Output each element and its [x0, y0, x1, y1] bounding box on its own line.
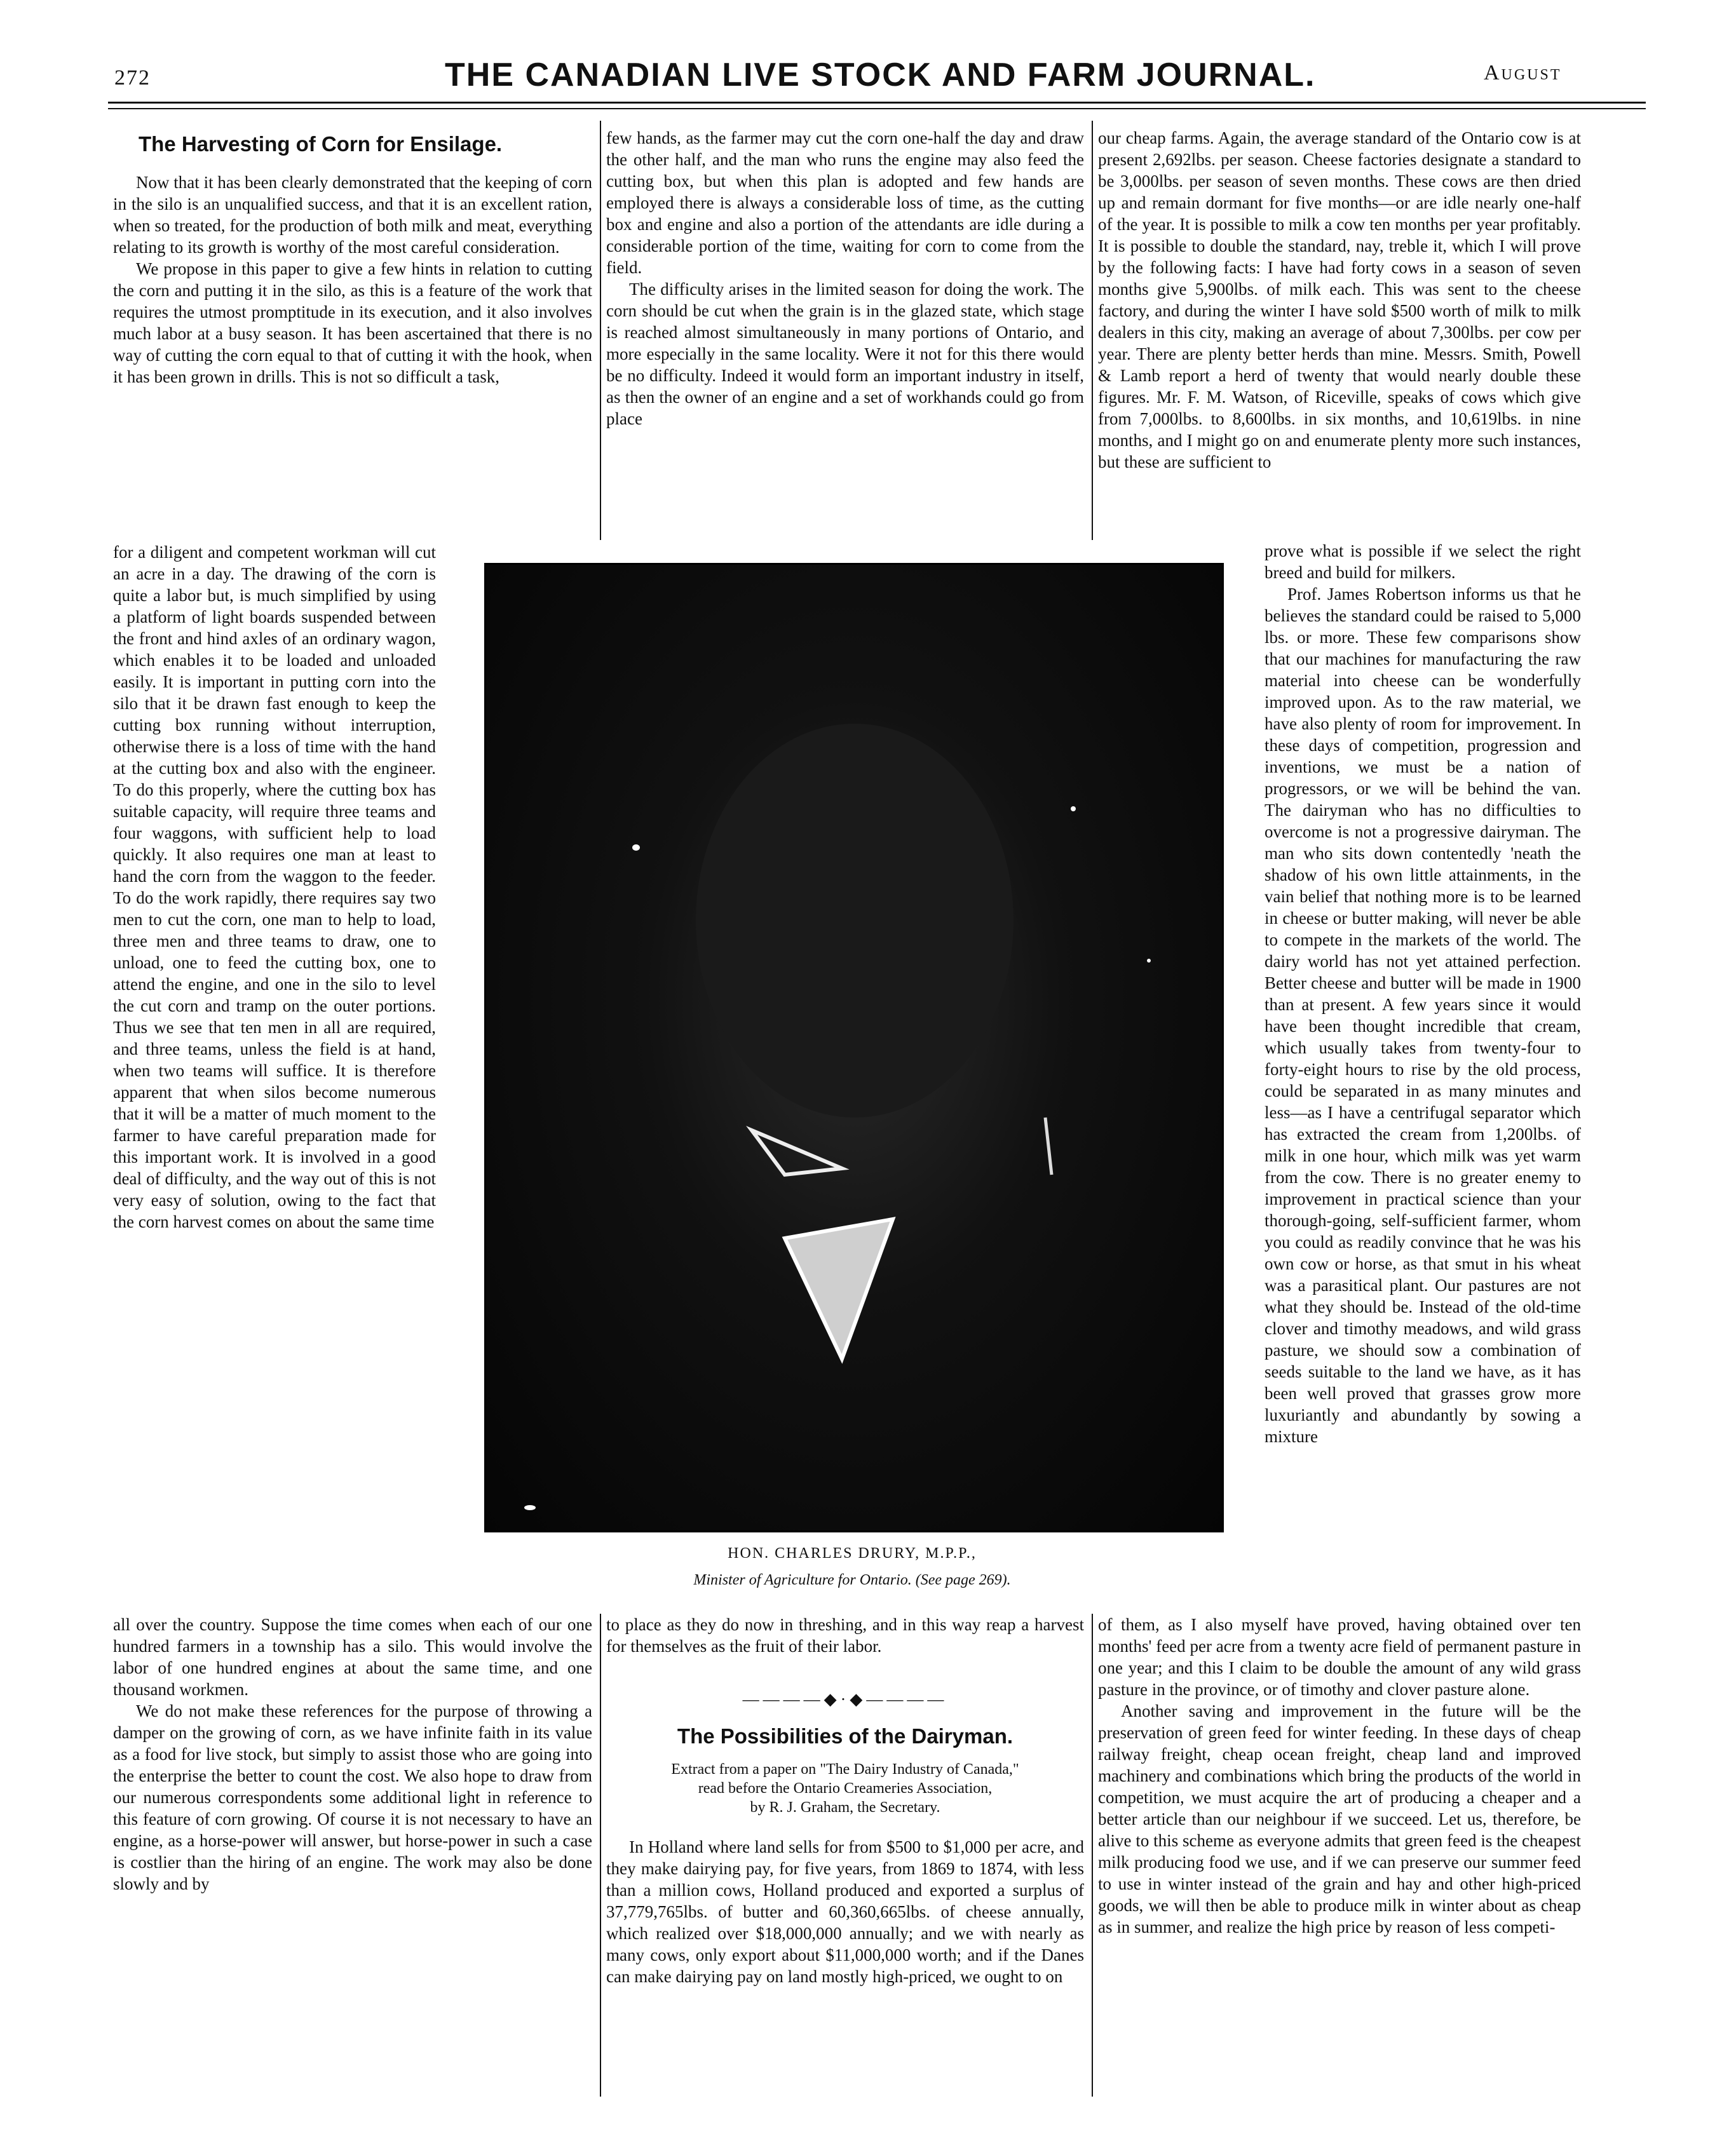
header-rule-top: [108, 102, 1646, 104]
article1-column1-bottom: [113, 1614, 592, 1895]
paragraph: In Holland where land sells for from $500 to $1,000 per acre, and they make dairying pay, for five years, from 1869 to 1874, with less than a million cows, Holland produced and exported a surplus of 37,779,765lbs. of butter and 60,360,665lbs. of cheese annually, which realized over $18,000,000 annually; and we with nearly as many cows, only export about $11,000,000 worth; and if the Danes can make dairying pay on land mostly high-priced, we ought to on: [606, 1837, 1084, 1986]
article2-column3-top: [1098, 127, 1581, 473]
article1-column2-top: [606, 127, 1084, 429]
paragraph: prove what is possible if we select the right breed and build for milkers.: [1265, 541, 1581, 582]
paragraph: Now that it has been clearly demonstrated that the keeping of corn in the silo is an unqualified success, and that it is an excellent ration, when so treated, for the production of both milk and meat, everything relating to its growth is worthy of the most careful consideration.: [113, 173, 592, 257]
issue-month: August: [1484, 61, 1562, 84]
paragraph: our cheap farms. Again, the average standard of the Ontario cow is at present 2,692lbs. per season. Cheese factories designate a standard to be 3,000lbs. per season of seven months. These cows are then dried up and remain dormant for five months—or are idle nearly one-half of the year. It is possible to milk a cow ten months per year profitably. It is possible to double the standard, nay, treble it, which I will prove by the following facts: I have had forty cows in a season of seven months give 5,900lbs. of milk each. This was sent to the cheese factory, and during the winter I have sold $500 worth of milk to milk dealers in this city, making an average of about 7,300lbs. per cow per year. There are plenty better herds than mine. Messrs. Smith, Powell & Lamb report a herd of twenty that would nearly double these figures. Mr. F. M. Watson, of Riceville, speaks of cows which give from 7,000lbs. to 8,600lbs. in six months, and 10,619lbs. in nine months, and I might go on and enumerate plenty more such instances, but these are sufficient to: [1098, 128, 1581, 471]
paragraph: We propose in this paper to give a few hints in relation to cutting the corn and putting it in the silo, as this is a feature of the work that requires the utmost promptitude in its execution, and it also involves much labor at a busy season. It has been ascertained that there is no way of cutting the corn equal to that of cutting it with the hook, when it has been grown in drills. This is not so difficult a task,: [113, 259, 592, 386]
column-divider-2-top: [1092, 121, 1093, 540]
paragraph: Another saving and improvement in the future will be the preservation of green feed for winter feeding. In these days of cheap railway freight, cheap ocean freight, cheap land and improved machinery and combinations which bring the products of the world in competition, we must acquire the art of producing a cheaper and a better article than our neighbour if we succeed. Let us, therefore, be alive to this scheme as everyone admits that green feed is the cheapest milk producing food we use, and if we can preserve our summer feed to use in winter instead of the grain and hay and other high-priced goods, we will then be able to produce milk in winter about as cheap as in summer, and realize the high price by reason of less competi-: [1098, 1701, 1581, 1936]
photo-caption-role: Minister of Agriculture for Ontario. (See page 269).: [693, 1572, 1011, 1588]
article1-column2-bottom: [606, 1614, 1084, 1657]
photo-caption-name: HON. CHARLES DRURY, M.P.P.,: [728, 1545, 977, 1562]
article-subtitle-line2: read before the Ontario Creameries Association,: [698, 1780, 993, 1797]
article-title-corn-ensilage: The Harvesting of Corn for Ensilage.: [139, 132, 503, 156]
article2-column2: [606, 1836, 1084, 1987]
column-divider-2-bottom: [1092, 1614, 1093, 2097]
paragraph: few hands, as the farmer may cut the corn one-half the day and draw the other half, and the man who runs the engine may also feed the cutting box, but when this plan is adopted and few hands are employed there is always a considerable loss of time, as the cutting box and engine and also a portion of the attendants are idle during a considerable portion of the time, waiting for corn to come from the field.: [606, 128, 1084, 277]
paragraph: The difficulty arises in the limited season for doing the work. The corn should be cut when the grain is in the glazed state, which stage is reached almost simultaneously in many portions of Ontario, and more especially in the same locality. Were it not for this there would be no difficulty. Indeed it would form an important industry in itself, as then the owner of an engine and a set of workhands could go from place: [606, 280, 1084, 428]
paragraph: for a diligent and competent workman will cut an acre in a day. The drawing of the corn is quite a labor but, is much simplified by using a platform of light boards suspended between the front and hind axles of an ordinary wagon, which enables it to be loaded and unloaded easily. It is important in putting corn into the silo that it be drawn fast enough to keep the cutting box running without interruption, otherwise there is a loss of time with the hand at the cutting box and also with the engineer. To do this properly, where the cutting box has suitable capacity, will require three teams and four waggons, with sufficient help to load quickly. It also requires one man at least to hand the corn from the waggon to the feeder. To do the work rapidly, there requires say two men to cut the corn, one man to help to load, three men and three teams to draw, one to unload, one to feed the cutting box, one to attend the engine, and one in the silo to level the cut corn and tramp on the outer portions. Thus we see that ten men in all are required, and three teams, unless the field is at hand, when two teams will suffice. It is therefore apparent that when silos become numerous that it will be a matter of much moment to the farmer to have careful preparation made for this important work. It is involved in a good deal of difficulty, and the way out of this is not very easy of solution, owing to the fact that the corn harvest comes on about the same time: [113, 543, 436, 1231]
article2-column3-narrow: [1265, 540, 1581, 1447]
column-divider-1-bottom: [600, 1614, 601, 2097]
paragraph: Prof. James Robertson informs us that he believes the standard could be raised to 5,000 lbs. or more. These few comparisons show that our machines for manufacturing the raw material into cheese can be wonderfully improved upon. As to the raw material, we have also plenty of room for improvement. In these days of competition, progression and inventions, we must be a nation of progressors, or we will be behind the van. The dairyman who has no difficulties to overcome is not a progressive dairyman. The man who sits down contentedly 'neath the shadow of his own little attainments, in the vain belief that nothing more is to be learned in cheese or butter making, will never be able to compete in the markets of the world. The dairy world has not yet attained perfection. Better cheese and butter will be made in 1900 than at present. A few years since it would have been thought incredible that cream, which usually takes from twenty-four to forty-eight hours to rise by the old process, could be separated in as many minutes and less—as I have a centrifugal separator which has extracted the cream from 1,200lbs. of milk in one hour, which milk was yet warm from the cow. There is no greater enemy to improvement in practical science than your thorough-going, self-sufficient farmer, whom you could as readily convince that he was his own cow or horse, as that smut in his wheat was a parasitical plant. Our pastures are not what they should be. Instead of the old-time clover and timothy meadows, and wild grass pasture, we should sow a combination of seeds suitable to the land we have, as it has been well proved that grasses grow more luxuriantly and abundantly by sowing a mixture: [1265, 585, 1581, 1446]
paragraph: all over the country. Suppose the time comes when each of our one hundred farmers in a township has a silo. This would involve the labor of one hundred engines at about the same time, and one thousand workmen.: [113, 1615, 592, 1699]
paragraph: We do not make these references for the purpose of throwing a damper on the growing of corn, as we have infinite faith in its value as a food for live stock, but simply to assist those who are going into the enterprise the better to count the cost. We also hope to draw from our numerous correspondents some additional light in reference to this feature of corn growing. Of course it is not necessary to have an engine, as a horse-power will answer, but horse-power in such a case is costlier than the hiring of an engine. The work may also be done slowly and by: [113, 1701, 592, 1893]
portrait-photo: [484, 563, 1224, 1532]
journal-title: THE CANADIAN LIVE STOCK AND FARM JOURNAL.: [445, 57, 1316, 93]
page-number: 272: [114, 66, 151, 90]
paragraph: to place as they do now in threshing, and in this way reap a harvest for themselves as the fruit of their labor.: [606, 1615, 1084, 1656]
column-divider-1-top: [600, 121, 601, 540]
header-rule-bottom: [108, 108, 1646, 109]
article1-column1-narrow: [113, 541, 436, 1233]
article-subtitle-line1: Extract from a paper on "The Dairy Industry of Canada,": [671, 1761, 1019, 1778]
portrait-silhouette: [486, 565, 1222, 1531]
paragraph: of them, as I also myself have proved, having obtained over ten months' feed per acre from a twenty acre field of permanent pasture in one year; and this I claim to be double the amount of any wild grass pasture in the province, or of timothy and clover pasture alone.: [1098, 1615, 1581, 1699]
article2-column3-bottom: [1098, 1614, 1581, 1938]
section-ornament: ————◆·◆————: [742, 1690, 948, 1708]
article1-column1-top: [113, 172, 592, 388]
article-byline: by R. J. Graham, the Secretary.: [750, 1799, 940, 1816]
article-title-dairyman: The Possibilities of the Dairyman.: [677, 1724, 1014, 1748]
